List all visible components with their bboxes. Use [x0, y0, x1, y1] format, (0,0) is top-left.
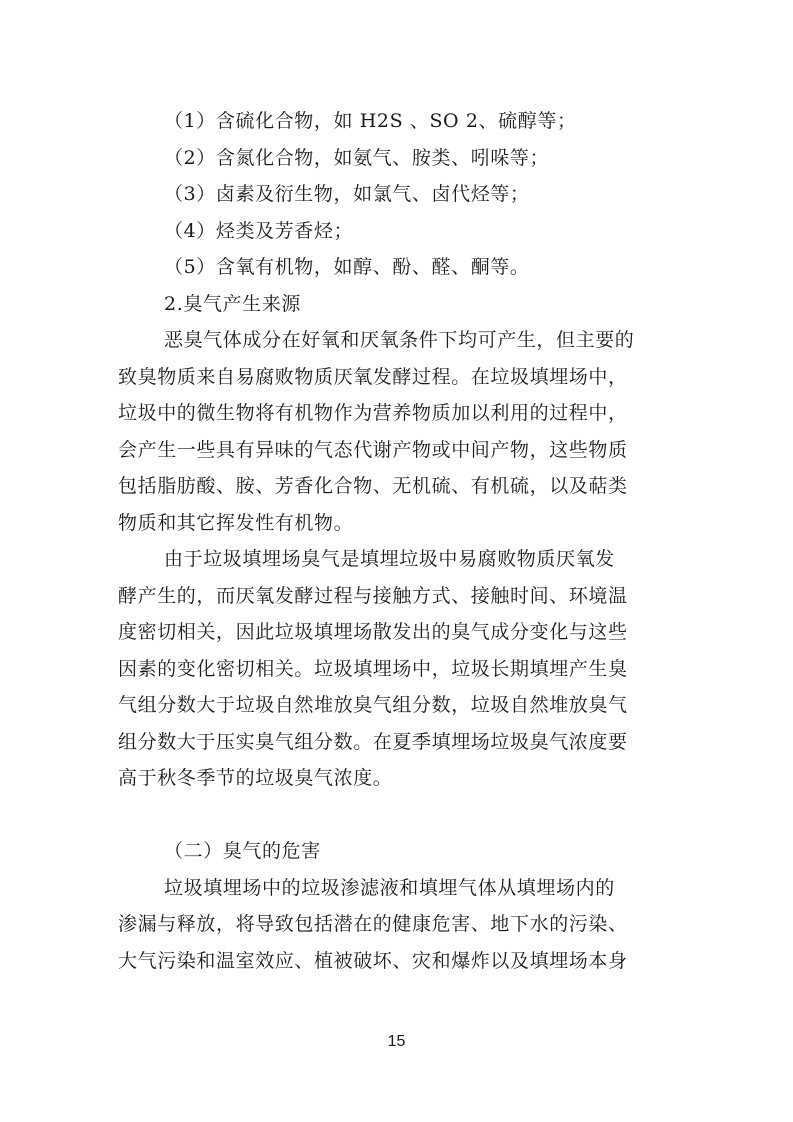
paragraph-line: 垃圾中的微生物将有机物作为营养物质加以利用的过程中，	[118, 402, 628, 424]
paragraph-line: 气组分数大于垃圾自然堆放臭气组分数，垃圾自然堆放臭气	[118, 694, 628, 716]
paragraph-line: 垃圾填埋场中的垃圾渗滤液和填埋气体从填埋场内的	[164, 876, 615, 899]
paragraph-odor-hazards	[118, 870, 674, 980]
paragraph-line: 酵产生的，而厌氧发酵过程与接触方式、接触时间、环境温	[118, 584, 628, 607]
paragraph-line: 因素的变化密切相关。垃圾填埋场中，垃圾长期填埋产生臭	[118, 657, 628, 680]
list-item: （1）含硫化合物，如 H2S 、SO 2、硫醇等；	[164, 110, 577, 132]
paragraph-line: 物质和其它挥发性有机物。	[118, 511, 354, 534]
section-spacer	[118, 797, 674, 834]
paragraph-line: 渗漏与释放，将导致包括潜在的健康危害、地下水的污染、	[118, 913, 628, 935]
page-content	[118, 103, 674, 979]
paragraph-line: 会产生一些具有异味的气态代谢产物或中间产物，这些物质	[118, 438, 628, 461]
list-item: （4）烃类及芳香烃；	[164, 219, 354, 242]
list-item: （5）含氧有机物，如醇、酚、醛、酮等。	[164, 256, 530, 278]
paragraph-line: 组分数大于压实臭气组分数。在夏季填埋场垃圾臭气浓度要	[118, 730, 628, 753]
list-item: （3）卤素及衍生物，如氯气、卤代烃等；	[164, 183, 530, 205]
paragraph-line: 包括脂肪酸、胺、芳香化合物、无机硫、有机硫，以及萜类	[118, 475, 628, 497]
paragraph-line: 致臭物质来自易腐败物质厌氧发酵过程。在垃圾填埋场中，	[118, 365, 628, 388]
paragraph-line: 大气污染和温室效应、植被破坏、灾和爆炸以及填埋场本身	[118, 949, 628, 972]
list-item: （2）含氮化合物，如氨气、胺类、吲哚等；	[164, 146, 550, 169]
odor-compound-list	[118, 103, 674, 286]
paragraph-line: 度密切相关，因此垃圾填埋场散发出的臭气成分变化与这些	[118, 621, 628, 643]
subsection-heading-odor-hazards: （二）臭气的危害	[164, 840, 321, 862]
paragraph-odor-formation	[118, 322, 674, 541]
section-heading-odor-sources: 2.臭气产生来源	[164, 292, 301, 315]
page-number: 15	[387, 1033, 406, 1050]
paragraph-line: 高于秋冬季节的垃圾臭气浓度。	[118, 767, 393, 789]
paragraph-line: 恶臭气体成分在好氧和厌氧条件下均可产生，但主要的	[164, 329, 635, 351]
paragraph-odor-factors	[118, 541, 674, 797]
paragraph-line: 由于垃圾填埋场臭气是填埋垃圾中易腐败物质厌氧发	[164, 548, 615, 570]
